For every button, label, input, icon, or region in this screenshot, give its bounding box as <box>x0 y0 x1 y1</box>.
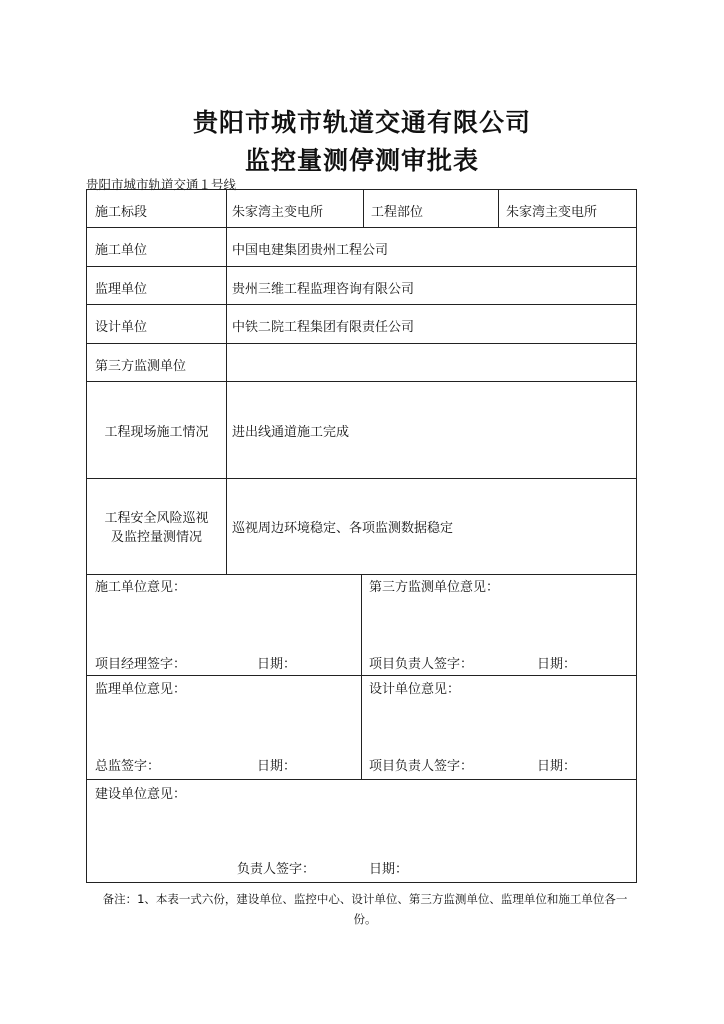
supervisor-value: 贵州三维工程监理咨询有限公司 <box>232 282 415 297</box>
designer-sign-label: 项目负责人签字： <box>369 759 474 774</box>
section-value: 朱家湾主变电所 <box>232 205 324 220</box>
owner-sign-label: 负责人签字： <box>237 862 316 877</box>
footer-note <box>70 889 660 929</box>
contractor-sign-label: 项目经理签字： <box>95 657 187 672</box>
owner-date-label: 日期： <box>369 862 409 877</box>
third-party-date-label: 日期： <box>537 657 577 672</box>
supervisor-date-label: 日期： <box>257 759 297 774</box>
third-party-label: 第三方监测单位 <box>95 359 187 374</box>
column-divider <box>498 190 499 227</box>
footer-note-line1: 备注：1、本表一式六份，建设单位、监控中心、设计单位、第三方监测单位、监理单位和施工单位各一 <box>102 892 628 906</box>
risk-value: 巡视周边环境稳定、各项监测数据稳定 <box>232 521 454 536</box>
row-divider <box>87 304 636 305</box>
row-divider <box>87 779 636 780</box>
location-value: 朱家湾主变电所 <box>506 205 598 220</box>
footer-note-line2: 份。 <box>353 912 377 926</box>
row-divider <box>87 381 636 382</box>
designer-label: 设计单位 <box>95 320 148 335</box>
site-label: 工程现场施工情况 <box>104 425 209 440</box>
contractor-opinion-label: 施工单位意见： <box>95 580 187 595</box>
risk-label-line2: 及监控量测情况 <box>110 530 202 545</box>
location-label: 工程部位 <box>371 205 424 220</box>
third-party-opinion-label: 第三方监测单位意见： <box>369 580 500 595</box>
site-value: 进出线通道施工完成 <box>232 425 350 440</box>
owner-opinion-label: 建设单位意见： <box>95 787 187 802</box>
contractor-value: 中国电建集团贵州工程公司 <box>232 243 389 258</box>
designer-value: 中铁二院工程集团有限责任公司 <box>232 320 415 335</box>
column-divider <box>363 190 364 227</box>
designer-date-label: 日期： <box>537 759 577 774</box>
contractor-label: 施工单位 <box>95 243 148 258</box>
column-divider <box>226 190 227 574</box>
designer-opinion-label: 设计单位意见： <box>369 682 461 697</box>
contractor-date-label: 日期： <box>257 657 297 672</box>
column-divider <box>361 574 362 779</box>
form-title: 监控量测停测审批表 <box>244 146 479 175</box>
approval-form-table <box>86 189 637 883</box>
company-title: 贵阳市城市轨道交通有限公司 <box>192 108 531 137</box>
risk-label-line1: 工程安全风险巡视 <box>104 511 209 526</box>
supervisor-sign-label: 总监签字： <box>95 759 161 774</box>
supervisor-label: 监理单位 <box>95 282 148 297</box>
row-divider <box>87 266 636 267</box>
row-divider <box>87 478 636 479</box>
line-name: 贵阳市城市轨道交通１号线 <box>86 177 237 192</box>
third-party-sign-label: 项目负责人签字： <box>369 657 474 672</box>
supervisor-opinion-label: 监理单位意见： <box>95 682 187 697</box>
row-divider <box>87 343 636 344</box>
section-label: 施工标段 <box>95 205 148 220</box>
row-divider <box>87 227 636 228</box>
